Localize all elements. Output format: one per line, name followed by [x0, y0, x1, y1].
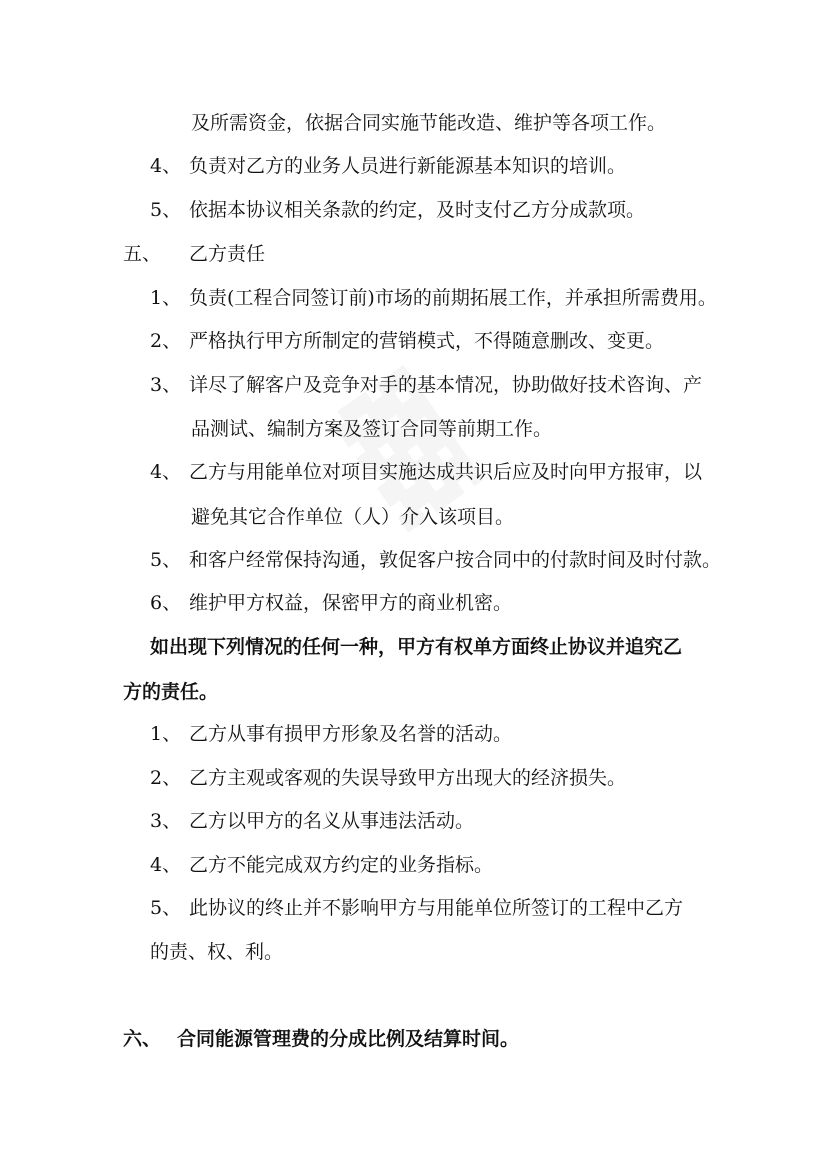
item-text: 负责对乙方的业务人员进行新能源基本知识的培训。 [189, 155, 627, 177]
termination-paragraph: 如出现下列情况的任何一种，甲方有权单方面终止协议并追究乙 [150, 636, 683, 658]
item-number: 3、 [150, 810, 182, 832]
item-text: 依据本协议相关条款的约定，及时支付乙方分成款项。 [189, 199, 646, 221]
item-number: 5、 [150, 549, 182, 571]
item-number: 1、 [150, 287, 182, 309]
item-number: 4、 [150, 854, 182, 876]
item-text: 乙方不能完成双方约定的业务指标。 [189, 854, 494, 876]
item-text: 乙方从事有损甲方形象及名誉的活动。 [189, 723, 513, 745]
continuation-line: 及所需资金，依据合同实施节能改造、维护等各项工作。 [191, 112, 667, 134]
item-number: 3、 [150, 374, 182, 396]
item-number: 2、 [150, 330, 182, 352]
item-text: 乙方以甲方的名义从事违法活动。 [189, 810, 475, 832]
item-number: 2、 [150, 767, 182, 789]
section-title: 合同能源管理费的分成比例及结算时间。 [177, 1028, 520, 1050]
section-title: 乙方责任 [189, 243, 266, 265]
item-text: 乙方与用能单位对项目实施达成共识后应及时向甲方报审，以 [189, 461, 703, 483]
item-number: 4、 [150, 155, 182, 177]
item-number: 4、 [150, 461, 182, 483]
item-text: 负责(工程合同签订前)市场的前期拓展工作，并承担所需费用。 [189, 287, 717, 309]
item-number: 5、 [150, 199, 182, 221]
section-number: 五、 [123, 243, 162, 265]
item-text: 详尽了解客户及竞争对手的基本情况，协助做好技术咨询、产 [189, 374, 703, 396]
item-text: 维护甲方权益，保密甲方的商业机密。 [189, 592, 513, 614]
item-continuation: 品测试、编制方案及签订合同等前期工作。 [191, 418, 553, 440]
termination-paragraph-cont: 方的责任。 [123, 681, 219, 703]
item-text: 此协议的终止并不影响甲方与用能单位所签订的工程中乙方 [189, 897, 684, 919]
item-number: 1、 [150, 723, 182, 745]
item-number: 6、 [150, 592, 182, 614]
item-continuation: 的责、权、利。 [150, 941, 284, 963]
section-number: 六、 [123, 1028, 162, 1050]
item-text: 乙方主观或客观的失误导致甲方出现大的经济损失。 [189, 767, 627, 789]
item-number: 5、 [150, 897, 182, 919]
item-continuation: 避免其它合作单位（人）介入该项目。 [191, 506, 515, 528]
item-text: 严格执行甲方所制定的营销模式，不得随意删改、变更。 [189, 330, 665, 352]
item-text: 和客户经常保持沟通，敦促客户按合同中的付款时间及时付款。 [189, 549, 722, 571]
